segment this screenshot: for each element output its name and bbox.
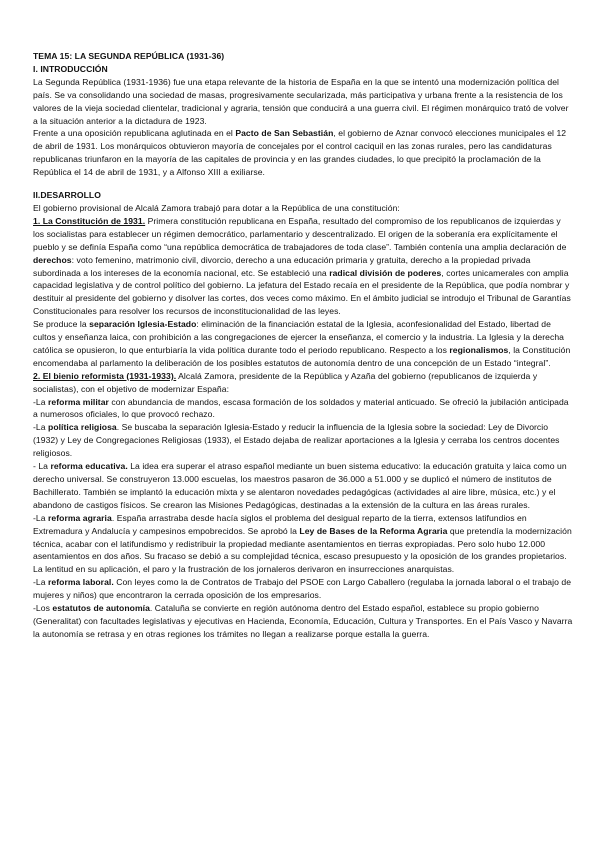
desarrollo-intro: El gobierno provisional de Alcalá Zamora trabajó para dotar a la República de una constitución: bbox=[33, 202, 400, 213]
intro-paragraph-2: Frente a una oposición republicana aglutinada en el Pacto de San Sebastián, el gobierno de Aznar convocó elecciones municipales el 12 de abril de 1931. Los monárquicos obtuvieron mayoría de concejales por el control caciquil en las zonas rurales, pero las candidaturas republicanas triunfaron en la mayoría de las capitales de provincia y en las grandes ciudades, lo que precipitó la proclamación de la República el 14 de abril de 1931, y a Alfonso XIII a exiliarse. bbox=[33, 128, 567, 178]
bienio-paragraph: 2. El bienio reformista (1931-1933). Alcalá Zamora, presidente de la República y Azaña del gobierno (republicanos de izquierda y socialistas), con el objetivo de modernizar España: bbox=[33, 370, 538, 394]
labor-reform-item: -La reforma laboral. Con leyes como la de Contratos de Trabajo del PSOE con Largo Caballero (regulaba la jornada laboral o el trabajo de mujeres y niños) que encontraron la cerrada oposición de los empresarios. bbox=[33, 577, 572, 601]
bienio-subheading: 2. El bienio reformista (1931-1933). bbox=[33, 370, 177, 381]
military-reform-item: -La reforma militar con abundancia de mandos, escasa formación de los soldados y material anticuado. Se ofreció la jubilación anticipada a numerosos oficiales, lo que provocó rechazo. bbox=[33, 396, 569, 420]
church-state-paragraph: Se produce la separación Iglesia-Estado: eliminación de la financiación estatal de la Iglesia, aconfesionalidad del Estado, libertad de cultos y enseñanza laica, con prohibición a las congregaciones de ejercer la enseñanza, el comercio y la industria. La Iglesia y la derecha católica se opusieron, lo que enturbiaría la vida política durante todo el periodo republicano. Respecto a los regionalismos, la Constitución encomendaba al parlamento la deliberación de los posibles estatutos de autonomía dentro de una concepción de un Estado “integral”. bbox=[33, 319, 571, 368]
agrarian-reform-item: -La reforma agraria. España arrastraba desde hacía siglos el problema del desigual reparto de la tierra, extensos latifundios en Extremadura y Andalucía y campesinos empobrecidos. Se aprobó la Ley de Bases de la Reforma Agraria que pretendía la modernización técnica, acabar con el latifundismo y redistribuir la propiedad mediante asentamientos en tierras expropiadas. Pero solo hubo 12.000 asentamientos en dos años. Su fracaso se debió a su complejidad técnica, escaso presupuesto y la oposición de los grandes propietarios. La lentitud en su aplicación, el paro y la frustración de los jornaleros derivaron en insurrecciones anarquistas. bbox=[33, 512, 572, 575]
document-page bbox=[33, 50, 573, 641]
section-heading-desarrollo: II.DESARROLLO bbox=[33, 190, 101, 201]
section-heading-introduction: I. INTRODUCCIÓN bbox=[33, 63, 108, 74]
religious-policy-item: -La política religiosa. Se buscaba la separación Iglesia-Estado y reducir la influencia de la Iglesia sobre la sociedad: Ley de Divorcio (1932) y Ley de Congregaciones Religiosas (1933), el Estado dejaba de realizar aportaciones a la Iglesia y cerraba los centros docentes religiosos. bbox=[33, 422, 560, 459]
document-title: TEMA 15: LA SEGUNDA REPÚBLICA (1931-36) bbox=[33, 51, 225, 61]
constitution-paragraph: 1. La Constitución de 1931. Primera constitución republicana en España, resultado del compromiso de los republicanos de izquierdas y los socialistas para establecer un régimen democrático, parlamentario y descentralizado. El origen de la soberanía era explícitamente el pueblo y se definía España como “una república democrática de trabajadores de toda clase”. También contenía una amplia declaración de derechos: voto femenino, matrimonio civil, divorcio, derecho a una educación primaria y gratuita, derecho a la propiedad privada subordinada a los intereses de la economía nacional, etc. Se estableció una radical división de poderes, cortes unicamerales con amplia capacidad legislativa y de control político del gobierno. La jefatura del Estado recaía en el presidente de la República, que podía nombrar y destituir al presidente del gobierno y disolver las cortes, dos veces como máximo. En el ámbito judicial se introdujo el Tribunal de Garantías Constitucionales para resolver los recursos de inconstitucionalidad de las leyes. bbox=[33, 215, 571, 317]
constitution-subheading: 1. La Constitución de 1931. bbox=[33, 215, 146, 226]
intro-paragraph-1: La Segunda República (1931-1936) fue una etapa relevante de la historia de España en la que se intentó una modernización política del país. Se va consolidando una sociedad de masas, progresivamente secularizada, más participativa y urbana frente a la resistencia de los valores de la vieja sociedad clientelar, tradicional y agraria, tensión que conducirá a una guerra civil. El régimen monárquico trató de volver a la situación anterior a la dictadura de 1923. bbox=[33, 76, 569, 126]
education-reform-item: - La reforma educativa. La idea era superar el atraso español mediante un buen sistema educativo: la educación gratuita y laica como un derecho universal. Se construyeron 13.000 escuelas, los maestros pasaron de 36.000 a 51.000 y se duplicó el número de institutos de Bachillerato. También se implantó la educación mixta y se alentaron novedades pedagógicas (actividades al aire libre, música, etc.) y el abandono de castigos físicos. Se crearon las Misiones Pedagógicas, destinadas a la extensión de la cultura en las áreas rurales. bbox=[33, 461, 567, 510]
autonomy-statutes-item: -Los estatutos de autonomía. Cataluña se convierte en región autónoma dentro del Estado español, establece su propio gobierno (Generalitat) con facultades legislativas y ejecutivas en Hacienda, Economía, Educación, Cultura y Transportes. En el País Vasco y Navarra la autonomía se retrasa y en otras regiones los trámites no llegan a realizarse porque estalla la guerra. bbox=[33, 603, 573, 639]
